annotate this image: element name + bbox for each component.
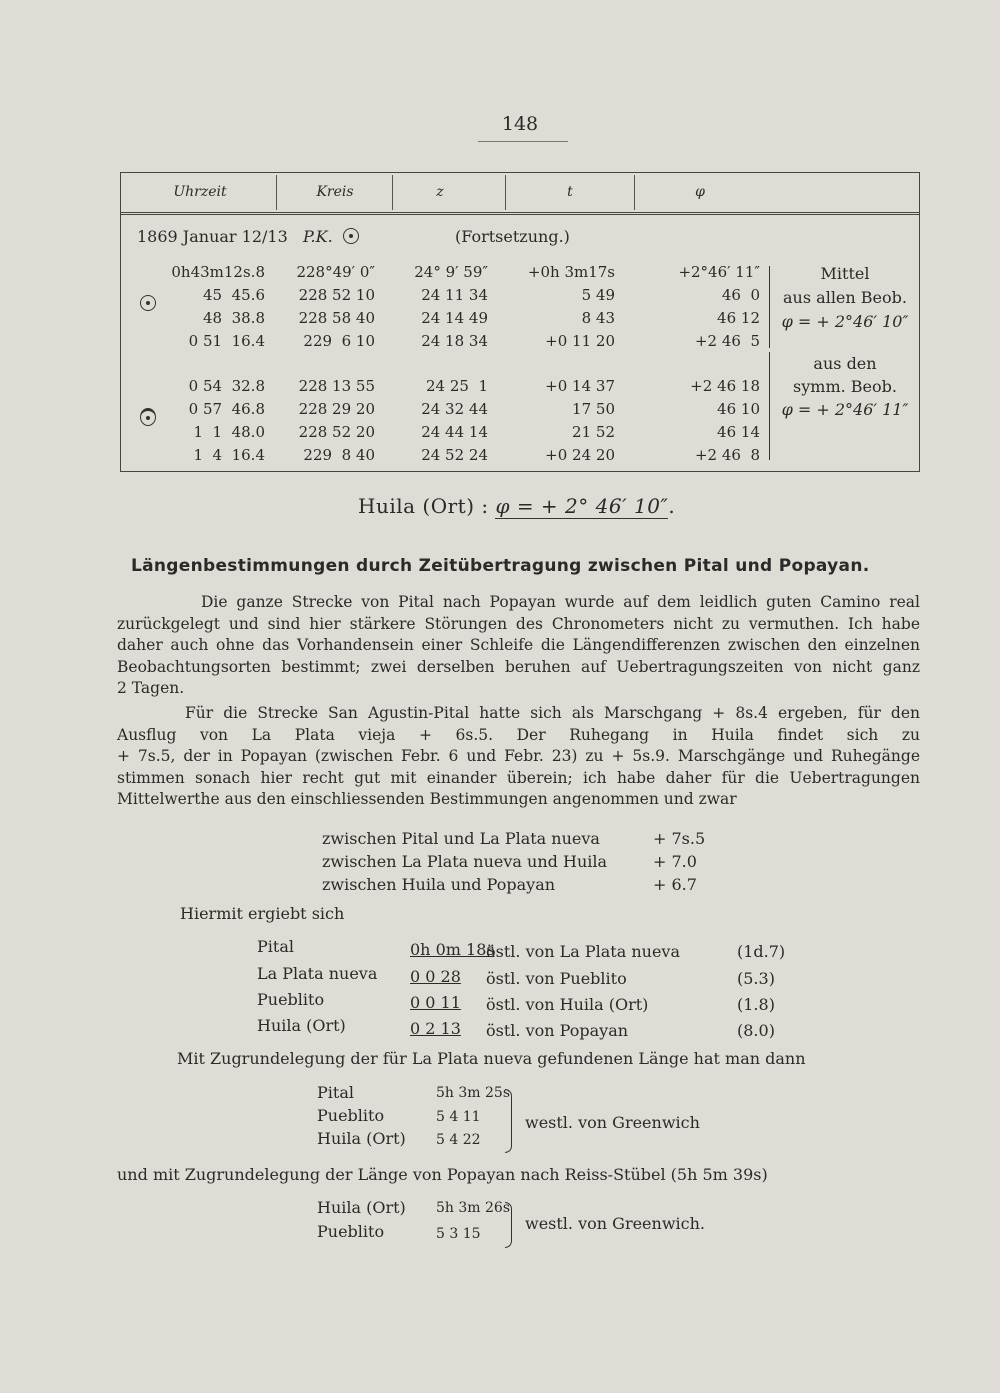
- cell-uhrzeit: 1 4 16.4: [193, 446, 265, 464]
- cell-z: 24 32 44: [421, 400, 488, 418]
- cell-uhrzeit: 0 54 32.8: [188, 377, 265, 395]
- rate-label: zwischen Pital und La Plata nueva: [322, 829, 600, 848]
- result-value: φ = + 2° 46′ 10″: [495, 494, 669, 518]
- paragraph-line: Beobachtungsorten bestimmt; zwei derselben beruhen auf Uebertragungszeiten von nicht ganz: [117, 657, 920, 676]
- mittel-phi-symm: φ = + 2°46′ 11″: [781, 400, 909, 419]
- result-prefix: Huila (Ort) :: [358, 494, 496, 518]
- cell-kreis: 228 13 55: [298, 377, 375, 395]
- page-number-rule: [478, 141, 568, 142]
- mittel-title: Mittel: [820, 264, 870, 283]
- diff-value: 0 2 13: [410, 1019, 461, 1038]
- set1-place: Pital: [317, 1083, 354, 1102]
- cell-z: 24 14 49: [421, 309, 488, 327]
- rate-label: zwischen La Plata nueva und Huila: [322, 852, 608, 871]
- cell-z: 24 11 34: [421, 286, 488, 304]
- table-header-rule: [120, 212, 920, 215]
- rate-label: zwischen Huila und Popayan: [322, 875, 556, 894]
- paragraph-line: 2 Tagen.: [117, 679, 185, 697]
- table-date-line: [137, 227, 359, 246]
- mittel-symm-title: aus den: [813, 354, 877, 373]
- column-separator: [505, 175, 506, 210]
- diff-relation: östl. von La Plata nueva: [486, 942, 681, 961]
- paragraph-line: Mittelwerthe aus den einschliessenden Bestimmungen angenommen und zwar: [117, 790, 737, 808]
- cell-phi: +2 46 5: [694, 332, 760, 350]
- cell-kreis: 228 29 20: [298, 400, 375, 418]
- diff-days: (1d.7): [737, 942, 786, 961]
- cell-phi: +2 46 18: [690, 377, 760, 395]
- paragraph-line: Die ganze Strecke von Pital nach Popayan wurde auf dem leidlich guten Camino real: [201, 593, 920, 611]
- header-t: t: [567, 184, 573, 200]
- column-separator: [276, 175, 277, 210]
- cell-z: 24° 9′ 59″: [414, 263, 488, 281]
- cell-t: 5 49: [581, 286, 615, 304]
- diff-place: Pital: [257, 937, 294, 956]
- cell-t: +0 11 20: [545, 332, 615, 350]
- set1-value: 5 4 22: [436, 1132, 481, 1148]
- set2-place: Huila (Ort): [317, 1198, 406, 1217]
- cell-t: +0 14 37: [545, 377, 615, 395]
- diff-relation: östl. von Pueblito: [486, 969, 627, 988]
- diff-place: Huila (Ort): [257, 1016, 346, 1035]
- diff-days: (5.3): [737, 969, 775, 988]
- paragraph-line: Ausflug von La Plata vieja + 6s.5. Der Ruhegang in Huila findet sich zu: [117, 725, 920, 744]
- column-separator: [392, 175, 393, 210]
- page-number: 148: [501, 113, 539, 135]
- cell-uhrzeit: 45 45.6: [202, 286, 265, 304]
- set2-value: 5 3 15: [436, 1226, 481, 1242]
- group-brace: [769, 266, 778, 348]
- mittel-phi-all: φ = + 2°46′ 10″: [781, 312, 909, 331]
- header-phi: φ: [695, 184, 705, 200]
- cell-phi: +2°46′ 11″: [678, 263, 760, 281]
- cell-phi: 46 0: [721, 286, 760, 304]
- diff-days: (1.8): [737, 995, 775, 1014]
- set1-label: westl. von Greenwich: [525, 1113, 700, 1132]
- mittel-all: aus allen Beob.: [783, 288, 907, 307]
- cell-phi: 46 12: [717, 309, 760, 327]
- group-brace: [769, 352, 778, 460]
- cell-kreis: 229 8 40: [303, 446, 375, 464]
- diff-value: 0 0 11: [410, 993, 461, 1012]
- cell-kreis: 228 52 20: [298, 423, 375, 441]
- hiermit-line: Hiermit ergiebt sich: [180, 904, 345, 923]
- cell-phi: 46 10: [717, 400, 760, 418]
- set2-place: Pueblito: [317, 1222, 385, 1241]
- cell-uhrzeit: 1 1 48.0: [193, 423, 265, 441]
- cell-uhrzeit: 48 38.8: [202, 309, 265, 327]
- cell-t: +0h 3m17s: [527, 263, 615, 281]
- diff-relation: östl. von Popayan: [486, 1021, 629, 1040]
- column-separator: [634, 175, 635, 210]
- diff-place: Pueblito: [257, 990, 325, 1009]
- cell-t: 8 43: [581, 309, 615, 327]
- result-suffix: .: [668, 494, 676, 518]
- paragraph-line: Für die Strecke San Agustin-Pital hatte sich als Marschgang + 8s.4 ergeben, für den: [185, 704, 920, 722]
- cell-t: 21 52: [572, 423, 615, 441]
- paragraph-line: stimmen sonach hier recht gut mit einander überein; ich habe daher für die Uebertragungen: [117, 768, 920, 787]
- header-z: z: [436, 184, 444, 200]
- paragraph-line: zurückgelegt und sind hier stärkere Störungen des Chronometers nicht zu vermuthen. Ich habe: [117, 614, 920, 633]
- cell-kreis: 228 58 40: [298, 309, 375, 327]
- cell-phi: 46 14: [717, 423, 760, 441]
- set2-label: westl. von Greenwich.: [525, 1214, 705, 1233]
- set1-value: 5h 3m 25s: [436, 1085, 511, 1101]
- cell-z: 24 52 24: [421, 446, 488, 464]
- header-uhrzeit: Uhrzeit: [173, 184, 227, 200]
- cell-z: 24 44 14: [421, 423, 488, 441]
- mittel-symm: symm. Beob.: [793, 377, 897, 396]
- rate-value: + 7s.5: [653, 829, 706, 848]
- cell-z: 24 25 1: [425, 377, 488, 395]
- cell-uhrzeit: 0 51 16.4: [188, 332, 265, 350]
- date-label: 1869 Januar 12/13: [137, 227, 288, 246]
- diff-days: (8.0): [737, 1021, 775, 1040]
- brace: [505, 1202, 512, 1248]
- header-kreis: Kreis: [316, 184, 354, 200]
- diff-value: 0h 0m 18s: [410, 940, 495, 959]
- cell-uhrzeit: 0h43m12s.8: [171, 263, 265, 281]
- cell-phi: +2 46 8: [694, 446, 760, 464]
- sun-icon: [343, 228, 359, 244]
- set2-value: 5h 3m 26s: [436, 1200, 511, 1216]
- rate-value: + 7.0: [653, 852, 697, 871]
- set1-value: 5 4 11: [436, 1109, 481, 1125]
- cell-kreis: 228°49′ 0″: [296, 263, 375, 281]
- diff-place: La Plata nueva: [257, 964, 378, 983]
- pk-label: P.K.: [303, 227, 333, 246]
- set1-place: Huila (Ort): [317, 1129, 406, 1148]
- continuation-label: (Fortsetzung.): [455, 227, 570, 246]
- mit-line: Mit Zugrundelegung der für La Plata nueva gefundenen Länge hat man dann: [177, 1049, 806, 1068]
- diff-relation: östl. von Huila (Ort): [486, 995, 649, 1014]
- cell-uhrzeit: 0 57 46.8: [188, 400, 265, 418]
- cell-z: 24 18 34: [421, 332, 488, 350]
- paragraph-line: + 7s.5, der in Popayan (zwischen Febr. 6 und Febr. 23) zu + 5s.9. Marschgänge und Ruhegänge: [117, 747, 920, 765]
- diff-value: 0 0 28: [410, 967, 461, 986]
- cell-t: +0 24 20: [545, 446, 615, 464]
- cell-kreis: 228 52 10: [298, 286, 375, 304]
- brace: [505, 1089, 512, 1153]
- paragraph-1: [117, 592, 920, 700]
- cell-kreis: 229 6 10: [303, 332, 375, 350]
- und-line: und mit Zugrundelegung der Länge von Popayan nach Reiss-Stübel (5h 5m 39s): [117, 1165, 768, 1184]
- section-heading: Längenbestimmungen durch Zeitübertragung zwischen Pital und Popayan.: [131, 556, 870, 576]
- rate-value: + 6.7: [653, 875, 697, 894]
- result-line: [358, 494, 675, 518]
- cell-t: 17 50: [572, 400, 615, 418]
- paragraph-2: [117, 703, 920, 811]
- paragraph-line: daher auch ohne das Vorhandensein einer Schleife die Längendifferenzen zwischen den einzelnen: [117, 636, 920, 654]
- set1-place: Pueblito: [317, 1106, 385, 1125]
